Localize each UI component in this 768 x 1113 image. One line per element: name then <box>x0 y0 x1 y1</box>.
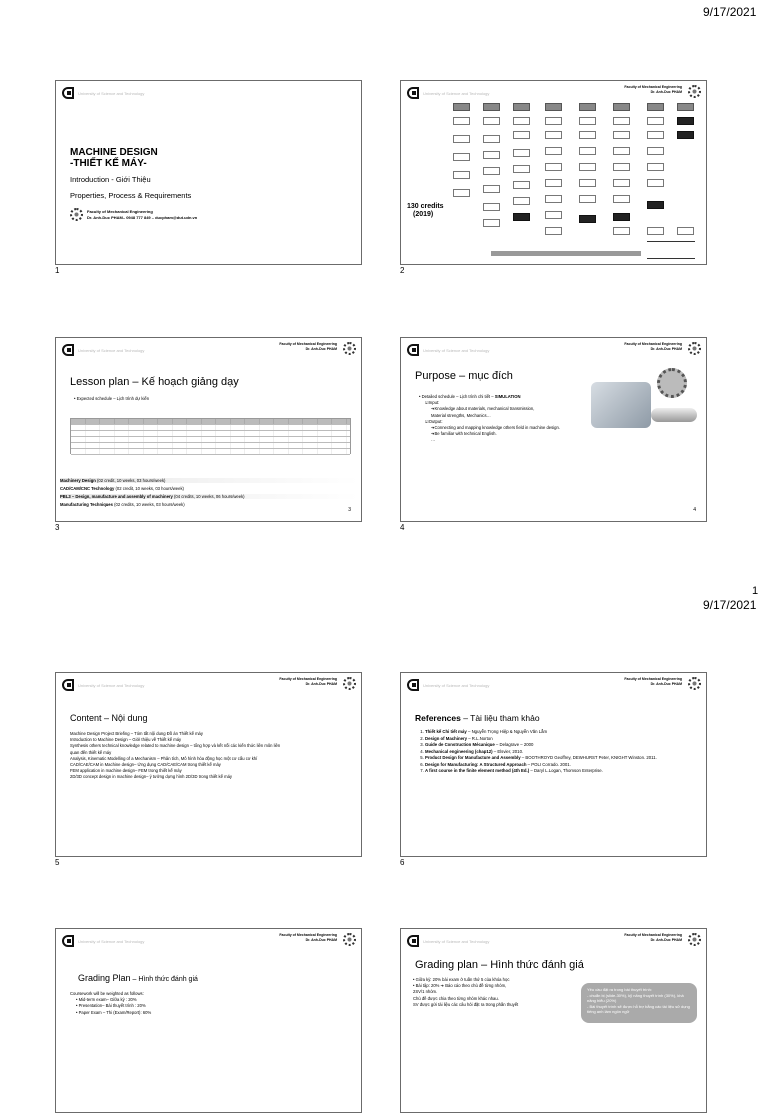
course-box <box>613 117 630 125</box>
input-item-cont: Material strengths, Mechanics… <box>431 412 491 418</box>
input-label: ☑Input: <box>425 400 440 406</box>
course-box <box>647 227 664 235</box>
faculty-header <box>624 677 682 687</box>
course-box <box>483 219 500 227</box>
university-logo-icon <box>407 679 419 691</box>
semester-header <box>647 103 664 111</box>
course-box <box>545 147 562 155</box>
callout-line: - chuẩn bị (slide-30%), kỹ năng thuyết trình (30%), khả năng hiểu (20%) <box>587 992 684 1003</box>
output-label-text: Output: <box>428 418 443 424</box>
course-box <box>647 117 664 125</box>
course-name: PBL3 – Design, manufacture and assembly of machinery <box>60 494 173 499</box>
bullet-expected-schedule: • Expected schedule – Lịch trình dự kiến <box>74 396 150 401</box>
grading-item: • Paper Exam – Thi (Exam/Report): 60% <box>76 1009 152 1015</box>
faculty-name: Faculty of Mechanical Engineering <box>279 677 337 681</box>
reference-item <box>425 768 657 775</box>
course-box <box>453 153 470 161</box>
course-line <box>60 478 165 483</box>
references-list <box>415 729 657 775</box>
curriculum-flowchart <box>451 101 701 259</box>
title-bold: References <box>415 713 461 723</box>
course-line <box>60 494 245 499</box>
slide-number-6: 6 <box>400 858 405 867</box>
content-line: 2D/3D concept design in machine design– ý tưởng dựng hình 2D/3D trong thiết kế máy <box>70 774 232 780</box>
course-box <box>545 211 562 219</box>
schedule-row <box>71 449 350 455</box>
ref-author: – Daryl L.Logan, Thomson Enterprise. <box>529 768 603 773</box>
course-box <box>613 131 630 139</box>
course-box <box>483 185 500 193</box>
faculty-gear-icon <box>343 933 356 946</box>
ref-title: A first course in the finite element method (4th Ed.) <box>425 768 530 773</box>
university-watermark: University of Science and Technology <box>78 683 145 688</box>
university-logo-icon <box>407 87 419 99</box>
course-box <box>647 201 664 209</box>
ref-title: Mechanical engineering (chap12) <box>425 748 493 754</box>
university-watermark: University of Science and Technology <box>423 683 490 688</box>
slide-thumbnail-3[interactable] <box>55 337 362 522</box>
course-box <box>545 163 562 171</box>
university-logo-icon <box>62 344 74 356</box>
course-box <box>613 179 630 187</box>
ref-author: – POLI Corrado. 2001. <box>526 761 571 767</box>
course-box <box>579 117 596 125</box>
course-box <box>677 227 694 235</box>
purpose-bullets <box>419 394 560 444</box>
course-box <box>453 135 470 143</box>
faculty-gear-icon <box>70 208 83 221</box>
grading-line: Chủ đề được chia theo từng nhóm khác nhau. <box>413 995 499 1001</box>
slide-title <box>70 147 158 169</box>
course-box <box>579 195 596 203</box>
callout-line: Yêu cầu đặt ra trong bài thuyết trình: <box>587 987 652 992</box>
subtitle-1: Introduction - Giới Thiệu <box>70 175 151 184</box>
shaft-image <box>651 408 697 422</box>
course-box <box>579 179 596 187</box>
course-box <box>545 195 562 203</box>
flowchart-legend-lines <box>647 241 695 259</box>
ref-title: Design of Machinery <box>425 735 468 741</box>
ref-author: – BOOTHROYD Geoffrey, DEWHURST Peter, KNIGHT Winston. 2011. <box>520 755 657 760</box>
inner-slide-number: 3 <box>348 507 351 513</box>
content-line: CAD/CAE/CAM in Machine design– Ứng dụng CAD/CAE/CAM trong thiết kế máy <box>70 762 221 768</box>
faculty-name: Faculty of Mechanical Engineering <box>279 342 337 346</box>
course-box <box>483 117 500 125</box>
university-watermark: University of Science and Technology <box>423 348 490 353</box>
course-box <box>613 195 630 203</box>
faculty-header <box>279 933 337 943</box>
university-logo-icon <box>407 935 419 947</box>
slide-title <box>415 713 540 723</box>
credits-value: 130 credits <box>407 203 444 210</box>
slide-number-4: 4 <box>400 523 405 532</box>
grading-intro: Coursework will be weighted as follows: <box>70 991 144 996</box>
course-box <box>579 215 596 223</box>
course-box <box>579 163 596 171</box>
course-box <box>453 117 470 125</box>
course-box <box>513 117 530 125</box>
course-line <box>60 502 185 507</box>
course-name: Machinery Design <box>60 478 96 483</box>
grading-details <box>413 977 518 1008</box>
output-item: ➔Connecting and mapping knowledge others field in machine design. <box>431 425 560 431</box>
faculty-name: Faculty of Mechanical Engineering <box>624 677 682 681</box>
course-box <box>613 227 630 235</box>
course-box <box>545 179 562 187</box>
callout-line: - Bài thuyết trình sẽ được hỗ trợ bằng các tài liệu sử dụng tiếng anh làm ngôn ngữ <box>587 1003 690 1014</box>
university-watermark: University of Science and Technology <box>78 91 145 96</box>
title-rest: – Hình thức đánh giá <box>130 976 198 983</box>
course-detail: (02 credit, 10 weeks, 03 hours/week) <box>114 486 184 491</box>
slide-thumbnail-7[interactable] <box>55 928 362 1113</box>
university-logo-icon <box>62 935 74 947</box>
faculty-gear-icon <box>688 933 701 946</box>
faculty-name: Faculty of Mechanical Engineering <box>624 933 682 937</box>
course-name: CAD/CAM/CNC Technology <box>60 486 115 491</box>
grading-line: • Bài tập: 20% ➔ Báo cáo theo chủ đề từng nhóm, <box>413 983 507 989</box>
slide-thumbnail-8[interactable] <box>400 928 707 1113</box>
slide-thumbnail-5[interactable] <box>55 672 362 857</box>
slide-thumbnail-1[interactable] <box>55 80 362 265</box>
semester-header <box>483 103 500 111</box>
content-line: Machine Design Project Briefing – Tóm tắt nội dung Đồ án Thiết kế máy <box>70 731 203 736</box>
university-watermark: University of Science and Technology <box>78 939 145 944</box>
ellipsis: … <box>431 437 436 443</box>
author-name: Dr. Anh-Duc PHAM <box>305 682 337 686</box>
author-name: Dr. Anh-Duc PHAM <box>650 682 682 686</box>
ref-author: – Nguyễn Trọng Hiệp & Nguyễn Văn Lẫm <box>466 729 548 734</box>
title-rest: – Tài liệu tham khảo <box>460 713 540 723</box>
content-line: FEM application in machine design– FEM trong thiết kế máy <box>70 768 182 774</box>
author-name: Dr. Anh-Duc PHAM <box>650 938 682 942</box>
faculty-gear-icon <box>343 677 356 690</box>
course-box <box>677 131 694 139</box>
course-box <box>513 181 530 189</box>
slide-title: Lesson plan – Kế hoạch giảng dạy <box>70 376 239 388</box>
slide-thumbnail-6[interactable] <box>400 672 707 857</box>
grading-list <box>70 991 151 1016</box>
course-box <box>545 117 562 125</box>
title-line-2: -THIẾT KẾ MÁY- <box>70 158 147 169</box>
semester-header <box>613 103 630 111</box>
semester-header <box>579 103 596 111</box>
slide-title <box>78 973 198 983</box>
course-box <box>613 163 630 171</box>
semester-header <box>453 103 470 111</box>
bullet-detailed-schedule: • Detailed schedule – Lịch trình chi tiết – SIMULATION <box>419 394 521 399</box>
footer-contact: Dr. Anh-Duc PHAM– 0948 777 849 – ducpham@dut.udn.vn <box>87 215 198 220</box>
author-name: Dr. Anh-Duc PHAM <box>650 90 682 94</box>
content-line: Introduction to Machine Design – Giới thiệu về Thiết kế máy <box>70 737 182 743</box>
grading-line: SV được gửi tài liệu các câu hỏi đặt ra trong phần thuyết <box>413 1001 519 1007</box>
course-box <box>513 149 530 157</box>
course-box <box>453 171 470 179</box>
slide-title: Grading plan – Hình thức đánh giá <box>415 959 584 971</box>
grading-line: 2SV/1 nhóm. <box>413 989 438 995</box>
faculty-gear-icon <box>688 677 701 690</box>
course-box <box>513 131 530 139</box>
course-box <box>483 151 500 159</box>
course-box <box>647 131 664 139</box>
course-box <box>613 147 630 155</box>
ref-title: Thiết kế Chi tiết máy <box>425 729 467 734</box>
ref-title: Guide de Construction Mécanique <box>425 742 495 747</box>
faculty-header <box>279 677 337 687</box>
faculty-name: Faculty of Mechanical Engineering <box>279 933 337 937</box>
faculty-name: Faculty of Mechanical Engineering <box>624 85 682 89</box>
output-label: ☑Output: <box>425 418 443 424</box>
course-detail: (02 credits, 10 weeks, 03 hours/week) <box>112 502 185 507</box>
credits-label <box>407 203 444 219</box>
faculty-header <box>624 342 682 352</box>
ref-author: – Delagrave – 2000 <box>494 742 534 747</box>
slide-thumbnail-4[interactable] <box>400 337 707 522</box>
input-item: ➔Knowledge about materials, mechanical transmission, <box>431 406 535 412</box>
course-name: Manufacturing Techniques <box>60 502 113 507</box>
semester-header <box>545 103 562 111</box>
author-name: Dr. Anh-Duc PHAM <box>650 347 682 351</box>
gearbox-image <box>591 382 651 428</box>
header-date: 9/17/2021 <box>703 5 757 19</box>
ref-author: – R.L.Norton <box>467 735 493 741</box>
inner-slide-number: 4 <box>693 507 696 513</box>
course-box <box>647 147 664 155</box>
ref-author: – Elsvier, 2010. <box>492 748 524 754</box>
title-bold: Grading Plan <box>78 973 131 983</box>
slide-title: Purpose – mục đích <box>415 370 513 382</box>
grading-item: • Mid-term exam– Giữa kỳ : 20% <box>76 997 137 1003</box>
output-item: ➔Be familiar with technical English. <box>431 431 497 437</box>
faculty-gear-icon <box>688 342 701 355</box>
bullet-highlight: SIMULATION <box>494 394 521 399</box>
header-date: 9/17/2021 <box>703 598 757 612</box>
slide-number-5: 5 <box>55 858 60 867</box>
course-box <box>647 163 664 171</box>
page-number: 1 <box>752 585 759 597</box>
university-watermark: University of Science and Technology <box>78 348 145 353</box>
course-detail: (04 credits, 10 weeks, 06 hours/week) <box>172 494 245 499</box>
faculty-gear-icon <box>343 342 356 355</box>
content-line: quan đến thiết kế máy <box>70 749 112 755</box>
semester-header <box>513 103 530 111</box>
course-box <box>545 131 562 139</box>
schedule-table <box>70 418 351 454</box>
credits-year: (2019) <box>413 211 434 218</box>
university-logo-icon <box>62 679 74 691</box>
university-watermark: University of Science and Technology <box>423 91 490 96</box>
author-name: Dr. Anh-Duc PHAM <box>305 347 337 351</box>
slide-thumbnail-2[interactable] <box>400 80 707 265</box>
course-box <box>453 189 470 197</box>
course-box <box>483 135 500 143</box>
presentation-requirements-callout <box>581 983 697 1023</box>
course-line <box>60 486 184 491</box>
footer-faculty: Faculty of Mechanical Engineering <box>87 209 153 214</box>
university-logo-icon <box>62 87 74 99</box>
content-line: Synthesis others technical knowledge related to machine design – tổng hợp và kết nối các kiến thức liên môn liên <box>70 743 281 749</box>
course-box <box>483 167 500 175</box>
course-box <box>545 227 562 235</box>
course-box <box>579 147 596 155</box>
faculty-header <box>279 342 337 352</box>
ref-title: Product Design for Manufacture and Assembly <box>425 755 521 760</box>
subtitle-2: Properties, Process & Requirements <box>70 191 192 200</box>
course-box <box>579 131 596 139</box>
faculty-header <box>624 933 682 943</box>
course-box <box>513 213 530 221</box>
grading-item: • Presentation– Bài thuyết trình : 20% <box>76 1003 146 1009</box>
slide-number-1: 1 <box>55 266 60 275</box>
gear-image <box>657 368 687 398</box>
course-box <box>647 179 664 187</box>
faculty-header <box>624 85 682 95</box>
flowchart-legend-bar <box>491 251 641 256</box>
university-watermark: University of Science and Technology <box>423 939 490 944</box>
grading-line: • Giữa kỳ: 20% bài exam ở tuần thứ 5 của khóa học <box>413 977 510 982</box>
course-box <box>613 213 630 221</box>
course-box <box>513 165 530 173</box>
input-label-text: Input: <box>428 400 440 406</box>
course-box <box>513 197 530 205</box>
bullet-text: Expected schedule – Lịch trình dự kiến <box>76 396 150 401</box>
course-box <box>483 203 500 211</box>
slide-title: Content – Nội dung <box>70 713 148 723</box>
author-name: Dr. Anh-Duc PHAM <box>305 938 337 942</box>
course-box <box>677 117 694 125</box>
title-line-1: MACHINE DESIGN <box>70 147 158 158</box>
faculty-gear-icon <box>688 85 701 98</box>
slide-number-3: 3 <box>55 523 60 532</box>
semester-header <box>677 103 694 111</box>
faculty-name: Faculty of Mechanical Engineering <box>624 342 682 346</box>
content-list <box>70 731 280 781</box>
university-logo-icon <box>407 344 419 356</box>
course-detail: (02 credit, 10 weeks, 03 hours/week) <box>95 478 166 483</box>
slide-number-2: 2 <box>400 266 405 275</box>
ref-title: Design for Manufacturing: A Structured Approach <box>425 761 527 767</box>
bullet-text: Detailed schedule – Lịch trình chi tiết – <box>421 394 495 399</box>
content-line: Analysis, Kinematic Modelling of a Mechanism – Phân tích, Mô hình hóa động học một cơ cấu cơ khí <box>70 755 258 761</box>
